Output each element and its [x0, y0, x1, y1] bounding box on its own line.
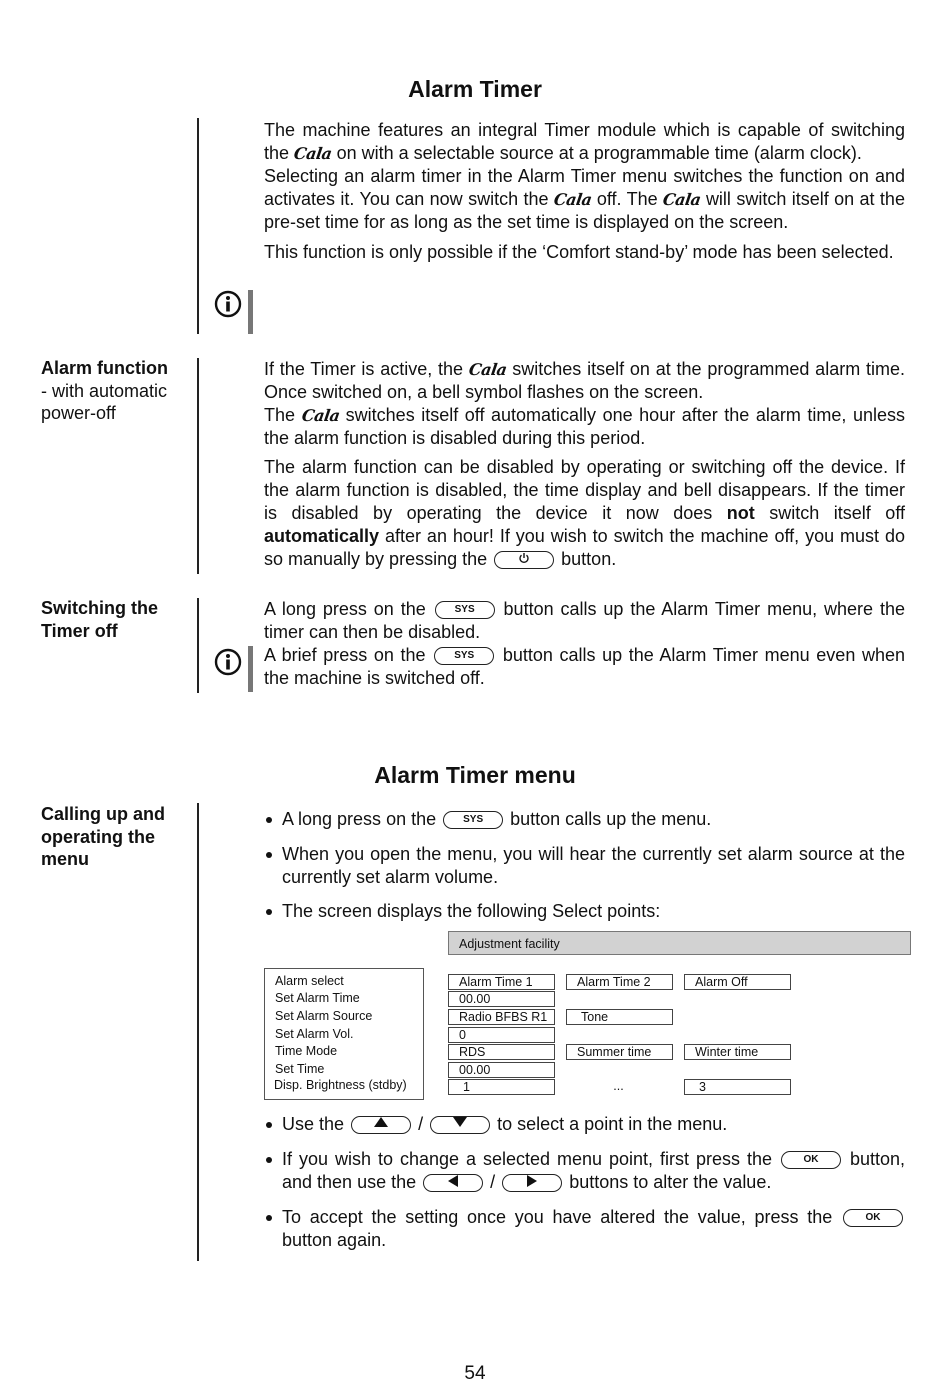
menu-value-box: Alarm Time 2: [566, 974, 673, 990]
menu-value-box: RDS: [448, 1044, 555, 1060]
side-heading-bold: Alarm function: [41, 358, 169, 378]
menu-label: Time Mode: [275, 1044, 338, 1058]
side-heading-calling-up-menu: [41, 803, 191, 871]
menu-value-box: Alarm Off: [684, 974, 791, 990]
info-bar: [248, 290, 253, 334]
menu-value-box: Summer time: [566, 1044, 673, 1060]
menu-value-box: Winter time: [684, 1044, 791, 1060]
text: To accept the setting once you have altered the value, press the: [282, 1207, 833, 1227]
text-bold: not: [726, 503, 755, 523]
cala-logo: Cala: [467, 360, 508, 379]
side-heading-alarm-function: [41, 357, 191, 425]
menu-label: Alarm select: [275, 974, 344, 988]
cala-logo: Cala: [292, 144, 333, 163]
text: /: [418, 1114, 424, 1134]
text-bold: automatically: [264, 526, 380, 546]
text: switch itself off: [769, 503, 905, 523]
text: button again.: [282, 1230, 387, 1250]
text: A long press on the: [264, 599, 426, 619]
page-number: 54: [464, 1363, 486, 1384]
right-arrow-button-icon: [502, 1174, 562, 1192]
text: to select a point in the menu.: [497, 1114, 728, 1134]
menu-value-box: Radio BFBS R1: [448, 1009, 555, 1025]
menu-value-box: 0: [448, 1027, 555, 1043]
menu-value-box: 00.00: [448, 991, 555, 1007]
list-item: [264, 808, 905, 831]
text: button calls up the Alarm Timer menu even when the machine is switched off.: [264, 645, 905, 688]
divider-line: [197, 358, 199, 574]
text: will switch itself on at the pre-set time for as long as the set time is displayed on the screen.: [264, 189, 905, 232]
text: Selecting an alarm timer in the Alarm Timer menu switches the function on and activates it. You can now switch the: [264, 166, 905, 209]
text: on with a selectable source at a programmable time (alarm clock).: [336, 143, 862, 163]
adjustment-facility-header: Adjustment facility: [448, 931, 911, 955]
sys-button-icon: SYS: [435, 601, 495, 619]
menu-label: Set Alarm Vol.: [275, 1027, 354, 1041]
alarm-timer-intro: [264, 119, 905, 264]
cala-logo: Cala: [552, 190, 593, 209]
list-item: [264, 1148, 905, 1194]
text: switches itself off automatically one hour after the alarm time, unless the alarm function is disabled during this period.: [264, 405, 905, 448]
cala-logo: Cala: [300, 406, 341, 425]
text: button, and then use the: [282, 1149, 905, 1192]
power-button-icon: [494, 551, 554, 569]
sys-button-icon: SYS: [434, 647, 494, 665]
side-heading-switching-timer-off: [41, 597, 191, 642]
menu-bullets-top: [264, 808, 905, 923]
left-arrow-button-icon: [423, 1174, 483, 1192]
info-note: This function is only possible if the ‘Comfort stand-by’ mode has been selected.: [264, 242, 894, 262]
text: The: [264, 405, 296, 425]
text: If the Timer is active, the: [264, 359, 464, 379]
text: off. The: [596, 189, 658, 209]
text: after an hour! If you wish to switch the machine off, you must do so manually by pressing the: [264, 526, 905, 569]
up-arrow-button-icon: [351, 1116, 411, 1134]
menu-value-box: 00.00: [448, 1062, 555, 1078]
text: buttons to alter the value.: [569, 1172, 772, 1192]
menu-value-box: Tone: [566, 1009, 673, 1025]
alarm-function-text: [264, 358, 905, 571]
text: Use the: [282, 1114, 345, 1134]
info-icon: [214, 290, 242, 318]
ok-button-icon: OK: [781, 1151, 841, 1169]
list-item: The screen displays the following Select points:: [264, 900, 905, 923]
text: A brief press on the: [264, 645, 426, 665]
side-heading-bold: Calling up and operating the menu: [41, 804, 165, 869]
info-bar: [248, 646, 253, 692]
info-icon: [214, 648, 242, 676]
text: If you wish to change a selected menu point, first press the: [282, 1149, 772, 1169]
text: button calls up the Alarm Timer menu, where the timer can then be disabled.: [264, 599, 905, 642]
menu-value-box: 3: [684, 1079, 791, 1095]
text: /: [490, 1172, 496, 1192]
text: The machine features an integral Timer module which is capable of switching the: [264, 120, 905, 163]
side-heading-bold: Switching the Timer off: [41, 598, 158, 641]
divider-line: [197, 598, 199, 693]
text: A long press on the: [282, 809, 437, 829]
menu-label: Set Alarm Source: [275, 1009, 373, 1023]
menu-value-box: Alarm Time 1: [448, 974, 555, 990]
down-arrow-button-icon: [430, 1116, 490, 1134]
side-heading-sub: - with automatic power-off: [41, 380, 168, 423]
menu-label: Disp. Brightness (stdby): [274, 1078, 407, 1092]
divider-line: [197, 803, 199, 1261]
text: The alarm function can be disabled by operating or switching off the device. If the alarm function is disabled, the time display and bell disappears. If the timer is disabled by operating the device it now does: [264, 457, 905, 523]
menu-label: Set Alarm Time: [275, 991, 360, 1005]
text: switches itself on at the programmed alarm time. Once switched on, a bell symbol flashes on the screen.: [264, 359, 905, 402]
list-item: [264, 1113, 905, 1136]
section-title-alarm-timer: Alarm Timer: [408, 76, 542, 102]
menu-bullets-bottom: [264, 1113, 905, 1252]
text: button calls up the menu.: [510, 809, 712, 829]
switching-timer-off-text: [264, 598, 905, 690]
section-title-alarm-timer-menu: Alarm Timer menu: [374, 762, 576, 788]
ok-button-icon: OK: [843, 1209, 903, 1227]
menu-value-box: 1: [448, 1079, 555, 1095]
list-item: When you open the menu, you will hear the currently set alarm source at the currently set alarm volume.: [264, 843, 905, 889]
list-item: [264, 1206, 905, 1252]
sys-button-icon: SYS: [443, 811, 503, 829]
menu-label: Set Time: [275, 1062, 325, 1076]
text: button.: [561, 549, 617, 569]
cala-logo: Cala: [661, 190, 702, 209]
menu-ellipsis: ...: [613, 1079, 624, 1093]
divider-line: [197, 118, 199, 334]
